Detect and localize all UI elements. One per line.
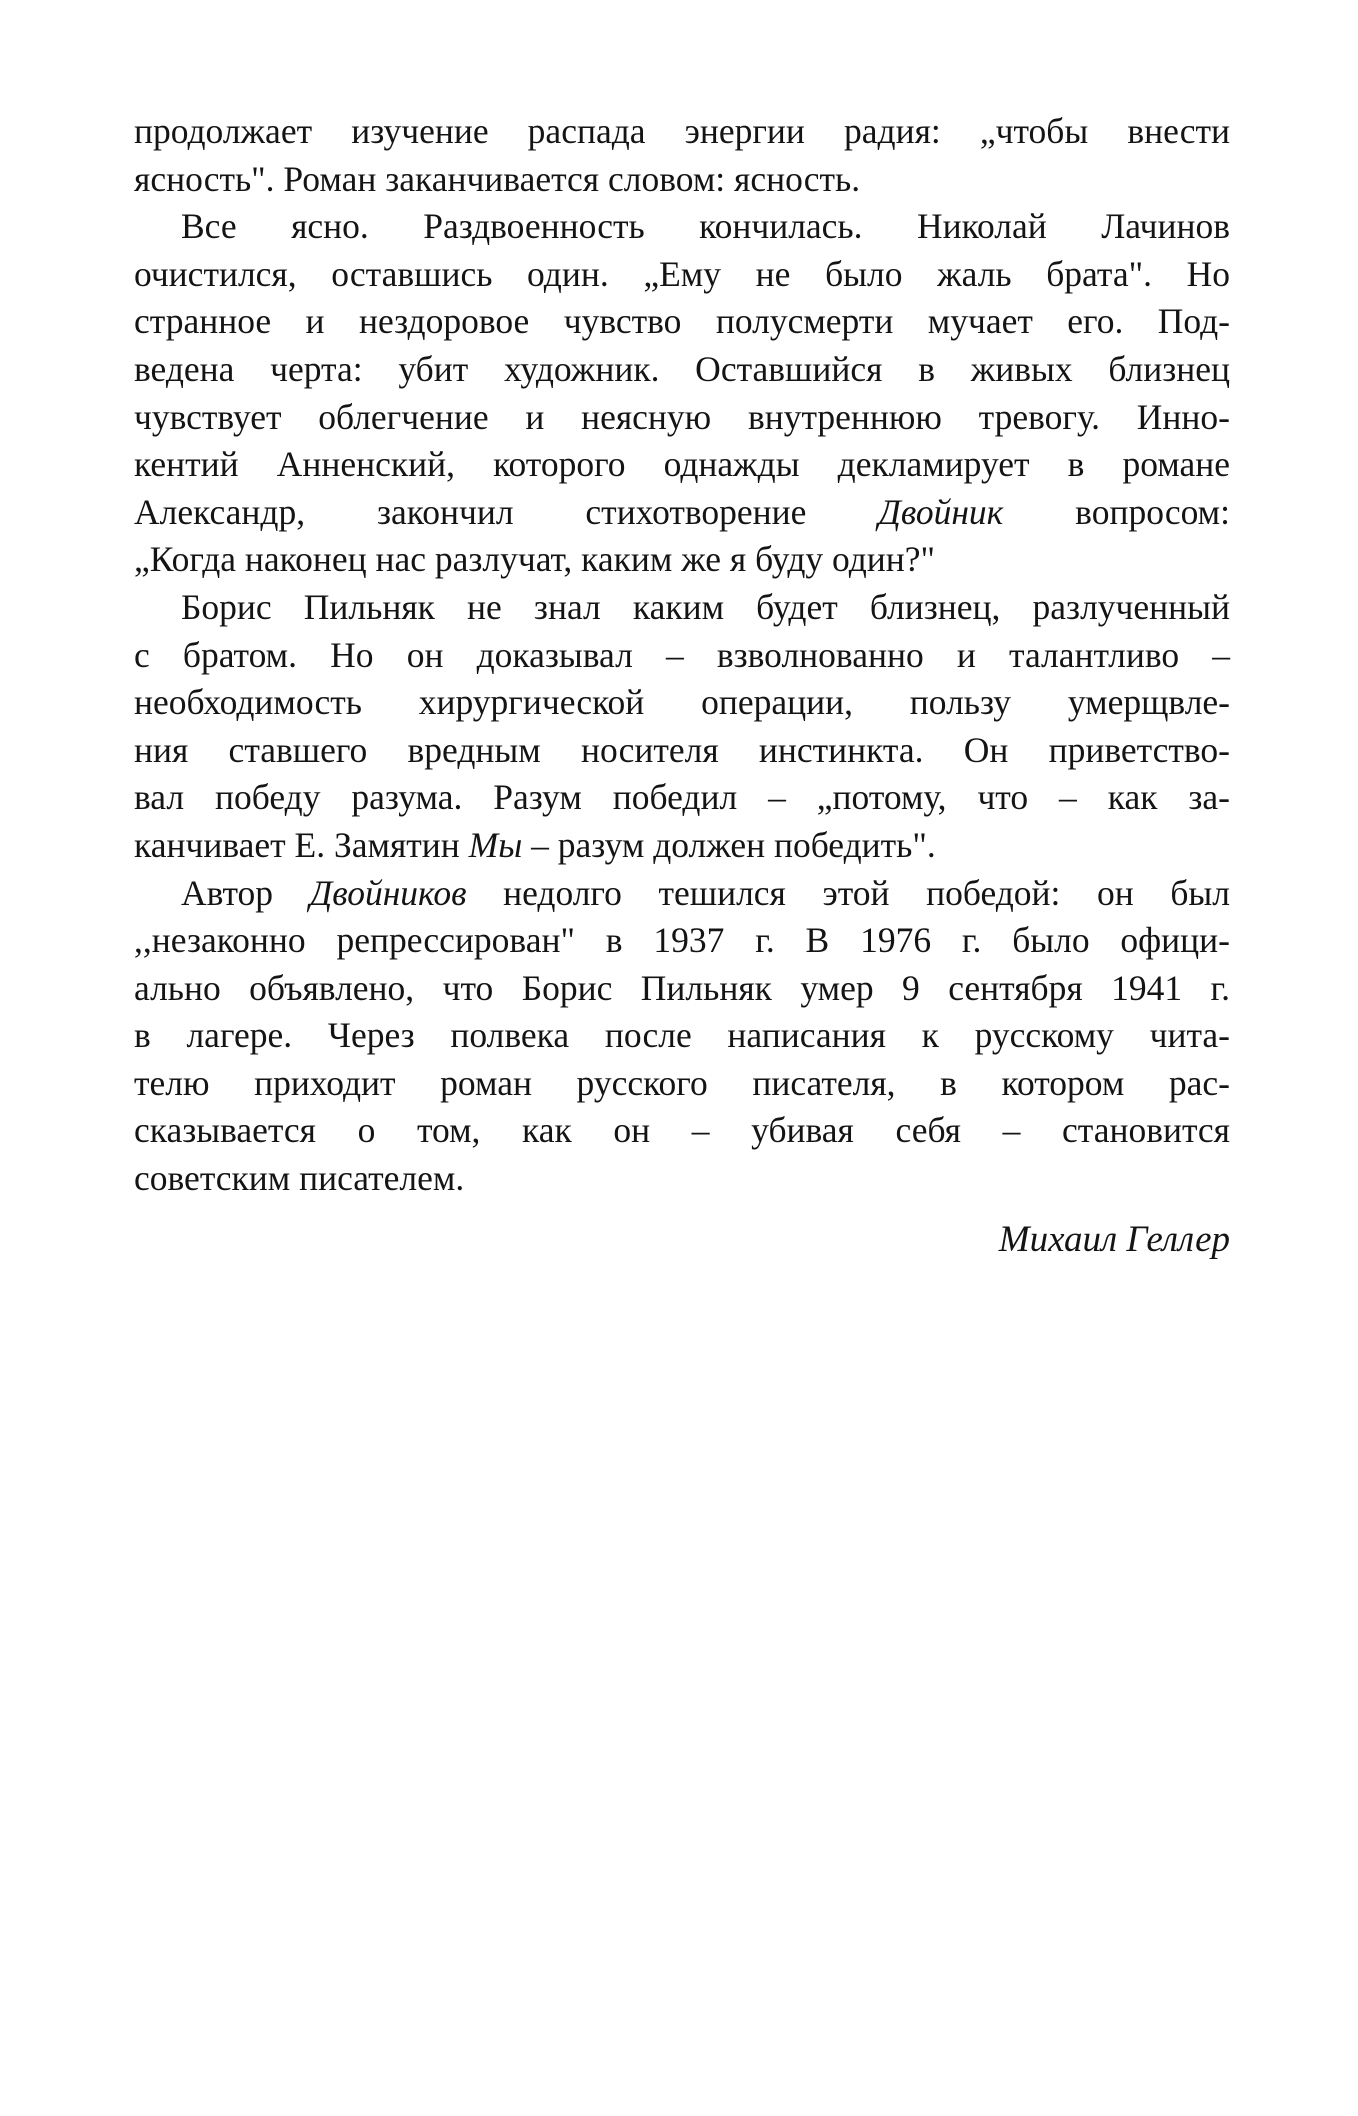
text-line bbox=[134, 298, 1230, 346]
text-line bbox=[134, 394, 1230, 442]
book-page-text bbox=[134, 108, 1230, 1203]
text-segment: вопросом: bbox=[1003, 491, 1230, 532]
text-line bbox=[134, 203, 1230, 251]
text-segment: Александр, закончил стихотворение bbox=[134, 491, 879, 532]
text-segment: чувствует облегчение и неясную внутреннюю тревогу. Инно- bbox=[134, 396, 1230, 437]
text-line bbox=[134, 679, 1230, 727]
text-line bbox=[134, 536, 1230, 584]
text-segment: „Когда наконец нас разлучат, каким же я буду один?" bbox=[134, 539, 936, 580]
text-line bbox=[134, 727, 1230, 775]
text-segment: советским писателем. bbox=[134, 1158, 465, 1199]
text-line bbox=[134, 917, 1230, 965]
text-segment: ально объявлено, что Борис Пильняк умер 9 сентября 1941 г. bbox=[134, 967, 1230, 1008]
text-segment: Все ясно. Раздвоенность кончилась. Николай Лачинов bbox=[181, 206, 1230, 247]
text-segment: вал победу разума. Разум победил – „потому, что – как за- bbox=[134, 777, 1230, 818]
text-segment: телю приходит роман русского писателя, в котором рас- bbox=[134, 1062, 1230, 1103]
text-segment: ведена черта: убит художник. Оставшийся в живых близнец bbox=[134, 348, 1230, 389]
italic-title: Двойник bbox=[878, 491, 1004, 532]
text-segment: с братом. Но он доказывал – взволнованно и талантливо – bbox=[134, 634, 1230, 675]
text-segment: – разум должен победить". bbox=[522, 824, 936, 865]
text-segment: недолго тешился этой победой: он был bbox=[466, 872, 1231, 913]
text-segment: Борис Пильняк не знал каким будет близнец, разлученный bbox=[181, 586, 1230, 627]
paragraph bbox=[134, 203, 1230, 584]
text-segment: ясность". Роман заканчивается словом: ясность. bbox=[134, 158, 861, 199]
text-segment: кентий Анненский, которого однажды декламирует в романе bbox=[134, 444, 1230, 485]
paragraph bbox=[134, 870, 1230, 1203]
italic-title: Двойников bbox=[309, 872, 467, 913]
text-line bbox=[134, 870, 1230, 918]
italic-title: Мы bbox=[468, 824, 523, 865]
text-line bbox=[134, 108, 1230, 156]
text-segment: в лагере. Через полвека после написания к русскому чита- bbox=[134, 1015, 1230, 1056]
text-line bbox=[134, 489, 1230, 537]
author-signature: Михаил Геллер bbox=[998, 1219, 1230, 1260]
text-line bbox=[134, 774, 1230, 822]
text-line bbox=[134, 346, 1230, 394]
text-line bbox=[134, 822, 1230, 870]
text-line bbox=[134, 441, 1230, 489]
text-line bbox=[134, 965, 1230, 1013]
text-line bbox=[134, 584, 1230, 632]
text-line bbox=[134, 632, 1230, 680]
text-line bbox=[134, 156, 1230, 204]
text-line bbox=[134, 1107, 1230, 1155]
paragraph bbox=[134, 108, 1230, 203]
text-segment: продолжает изучение распада энергии радия: „чтобы внести bbox=[134, 111, 1230, 151]
text-line bbox=[134, 251, 1230, 299]
text-segment: сказывается о том, как он – убивая себя – становится bbox=[134, 1110, 1230, 1151]
text-segment: Автор bbox=[181, 872, 310, 913]
text-segment: необходимость хирургической операции, пользу умерщвле- bbox=[134, 682, 1230, 723]
text-segment: ния ставшего вредным носителя инстинкта. Он приветство- bbox=[134, 729, 1230, 770]
text-line bbox=[134, 1012, 1230, 1060]
text-segment: канчивает Е. Замятин bbox=[134, 824, 469, 865]
text-segment: странное и нездоровое чувство полусмерти мучает его. Под- bbox=[134, 301, 1230, 342]
text-line bbox=[134, 1155, 1230, 1203]
text-segment: ,,незаконно репрессирован" в 1937 г. В 1976 г. было офици- bbox=[134, 920, 1230, 961]
paragraph bbox=[134, 584, 1230, 870]
text-segment: очистился, оставшись один. „Ему не было жаль брата". Но bbox=[134, 253, 1230, 294]
text-line bbox=[134, 1060, 1230, 1108]
